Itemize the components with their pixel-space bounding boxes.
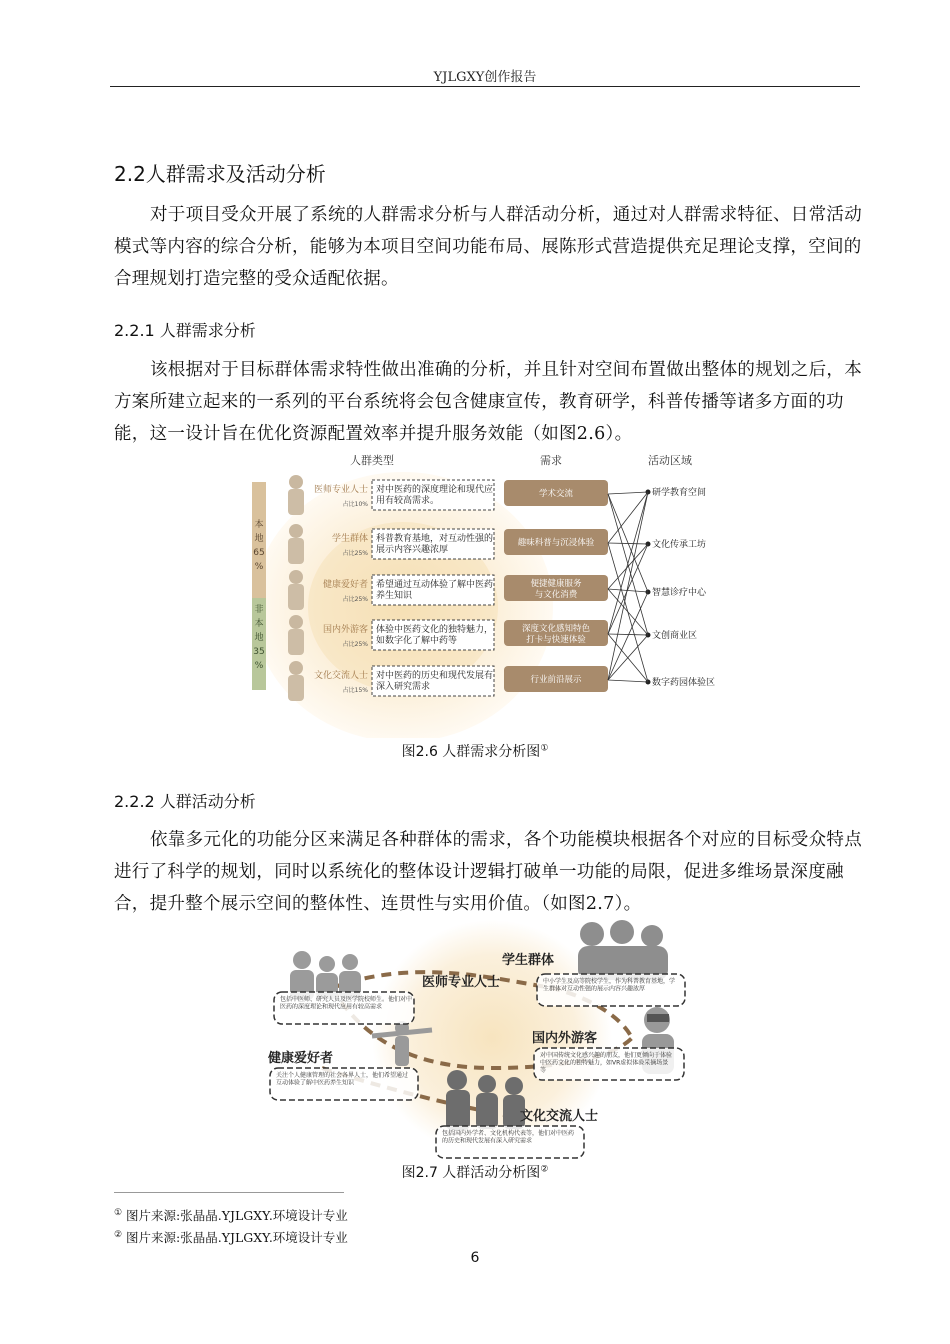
need-label: 趣味科普与沉浸体验 bbox=[517, 538, 595, 548]
page-number: 6 bbox=[470, 1250, 480, 1266]
need-label: 行业前沿展示 bbox=[530, 675, 582, 685]
person-figure bbox=[289, 570, 303, 584]
activity-group-name: 健康爱好者 bbox=[268, 1051, 334, 1066]
demand-analysis-figure bbox=[248, 452, 728, 738]
caption-text: 图2.7 人群活动分析图 bbox=[401, 1165, 541, 1181]
footnote-rule bbox=[114, 1192, 344, 1193]
subsection-heading-demand: 2.2.1 人群需求分析 bbox=[114, 321, 256, 340]
need-label: 学术交流 bbox=[538, 489, 574, 499]
delegation-photo bbox=[446, 1070, 525, 1130]
caption-footnote-mark: ① bbox=[540, 743, 549, 754]
footnote-mark: ① bbox=[114, 1207, 123, 1218]
group-desc: 对中医药的深度理论和现代应用有较高需求。 bbox=[376, 485, 494, 506]
person-figure bbox=[288, 675, 304, 701]
need-pill bbox=[504, 620, 608, 646]
zone-label: 数字药园体验区 bbox=[652, 678, 716, 688]
activity-group-name: 医师专业人士 bbox=[422, 975, 501, 990]
activity-group-name: 文化交流人士 bbox=[520, 1109, 599, 1124]
caption-footnote-mark: ② bbox=[540, 1164, 549, 1175]
group-desc: 希望通过互动体验了解中医药养生知识 bbox=[376, 580, 494, 601]
need-zone-link bbox=[608, 544, 648, 589]
group-name: 医师专业人士 bbox=[313, 485, 368, 495]
activity-desc: 对中国传统文化感兴趣的朋友，他们更倾向于体验中医药文化的独特魅力，如VR虚拟体验采摘场景等 bbox=[540, 1052, 673, 1074]
person-figure bbox=[288, 489, 304, 515]
need-zone-link bbox=[608, 492, 648, 543]
activity-desc: 包括国内外学者、文化机构代表等，他们对中医药的历史和现代发展有深入研究需求 bbox=[442, 1130, 575, 1145]
need-zone-link bbox=[608, 592, 648, 680]
group-desc: 对中医药的历史和现代发展有深入研究需求 bbox=[376, 671, 494, 692]
group-desc: 体验中医药文化的独特魅力，如数字化了解中药等 bbox=[376, 625, 494, 646]
need-zone-link bbox=[608, 544, 648, 634]
group-name: 文化交流人士 bbox=[313, 671, 368, 681]
group-share: 占比25% bbox=[342, 596, 368, 603]
need-label: 深度文化感知特色打卡与快速体验 bbox=[521, 624, 591, 645]
group-name: 国内外游客 bbox=[322, 625, 368, 635]
activity-group-name: 国内外游客 bbox=[532, 1031, 598, 1046]
header-rule bbox=[110, 86, 860, 87]
intro-paragraph: 对于项目受众开展了系统的人群需求分析与人群活动分析，通过对人群需求特征、日常活动模式等内容的综合分析，能够为本项目空间功能布局、展陈形式营造提供充足理论支撑，空间的合理规划打造完整的受众适配依据。 bbox=[114, 205, 862, 289]
footnote-mark: ② bbox=[114, 1229, 123, 1240]
person-figure bbox=[288, 584, 304, 610]
demand-paragraph: 该根据对于目标群体需求特性做出准确的分析，并且针对空间布置做出整体的规划之后，本方案所建立起来的一系列的平台系统将会包含健康宣传，教育研学，科普传播等诸多方面的功能，这一设计旨在优化资源配置效率并提升服务效能（如图2.6）。 bbox=[114, 360, 862, 444]
person-figure bbox=[288, 538, 304, 564]
subsection-heading-activity: 2.2.2 人群活动分析 bbox=[114, 792, 256, 811]
activity-paragraph: 依靠多元化的功能分区来满足各种群体的需求，各个功能模块根据各个对应的目标受众特点进行了科学的规划，同时以系统化的整体设计逻辑打破单一功能的局限，促进多维场景深度融合，提升整个展示空间的整体性、连贯性与实用价值。（如图2.7）。 bbox=[114, 830, 862, 914]
figure-2-7-caption bbox=[0, 1162, 950, 1182]
header-needs: 需求 bbox=[540, 454, 562, 467]
section-heading: 2.2人群需求及活动分析 bbox=[114, 162, 326, 186]
need-zone-link bbox=[608, 543, 648, 544]
header-groups: 人群类型 bbox=[350, 454, 394, 467]
group-name: 健康爱好者 bbox=[322, 580, 368, 590]
figure-2-6-caption bbox=[0, 741, 950, 761]
activity-group-name: 学生群体 bbox=[502, 953, 555, 968]
group-name: 学生群体 bbox=[331, 534, 368, 544]
group-desc: 科普教育基地，对互动性强的展示内容兴趣浓厚 bbox=[376, 534, 494, 555]
local-share-label: 本地 65 % bbox=[253, 520, 265, 572]
caption-text: 图2.6 人群需求分析图 bbox=[401, 744, 541, 760]
need-pill bbox=[504, 575, 608, 601]
activity-desc: 包括中医师、研究人员及医学院校师生。他们对中医药的深度理论和现代应用有较高需求 bbox=[280, 996, 413, 1011]
need-label: 便捷健康服务与文化消费 bbox=[530, 579, 582, 600]
zone-label: 研学教育空间 bbox=[652, 488, 707, 498]
need-zone-link bbox=[608, 492, 648, 680]
group-share: 占比15% bbox=[342, 687, 368, 694]
zone-label: 智慧诊疗中心 bbox=[652, 588, 707, 598]
footnote-text: 图片来源:张晶晶.YJLGXY.环境设计专业 bbox=[122, 1230, 348, 1245]
group-share: 占比10% bbox=[342, 501, 368, 508]
footnote-text: 图片来源:张晶晶.YJLGXY.环境设计专业 bbox=[122, 1208, 348, 1223]
person-figure bbox=[289, 661, 303, 675]
footnote-1 bbox=[114, 1206, 348, 1224]
person-figure bbox=[289, 615, 303, 629]
need-pill bbox=[504, 480, 608, 506]
footnote-2 bbox=[114, 1228, 348, 1246]
person-figure bbox=[289, 524, 303, 538]
activity-analysis-figure bbox=[262, 918, 692, 1162]
activity-desc: 关注个人健康管理的社会各界人士，他们希望通过互动体验了解中医药养生知识 bbox=[276, 1072, 409, 1087]
group-share: 占比25% bbox=[342, 641, 368, 648]
page-header: YJLGXY创作报告 bbox=[433, 70, 537, 85]
header-zones: 活动区域 bbox=[648, 454, 692, 467]
zone-label: 文化传承工坊 bbox=[652, 540, 707, 550]
zone-label: 文创商业区 bbox=[652, 631, 698, 641]
need-zone-link bbox=[608, 680, 648, 682]
need-pill bbox=[504, 666, 608, 692]
activity-desc: 中小学生及高等院校学生，作为科普教育基地，学生群体对互动性强的展示内容兴趣浓厚 bbox=[543, 978, 676, 993]
group-share: 占比25% bbox=[342, 550, 368, 557]
nonlocal-share-label: 非本地 35 % bbox=[253, 605, 265, 671]
students-photo bbox=[578, 920, 668, 980]
person-figure bbox=[288, 629, 304, 655]
need-pill bbox=[504, 529, 608, 555]
need-zone-link bbox=[608, 492, 648, 494]
need-zone-link bbox=[608, 634, 648, 635]
person-figure bbox=[289, 475, 303, 489]
